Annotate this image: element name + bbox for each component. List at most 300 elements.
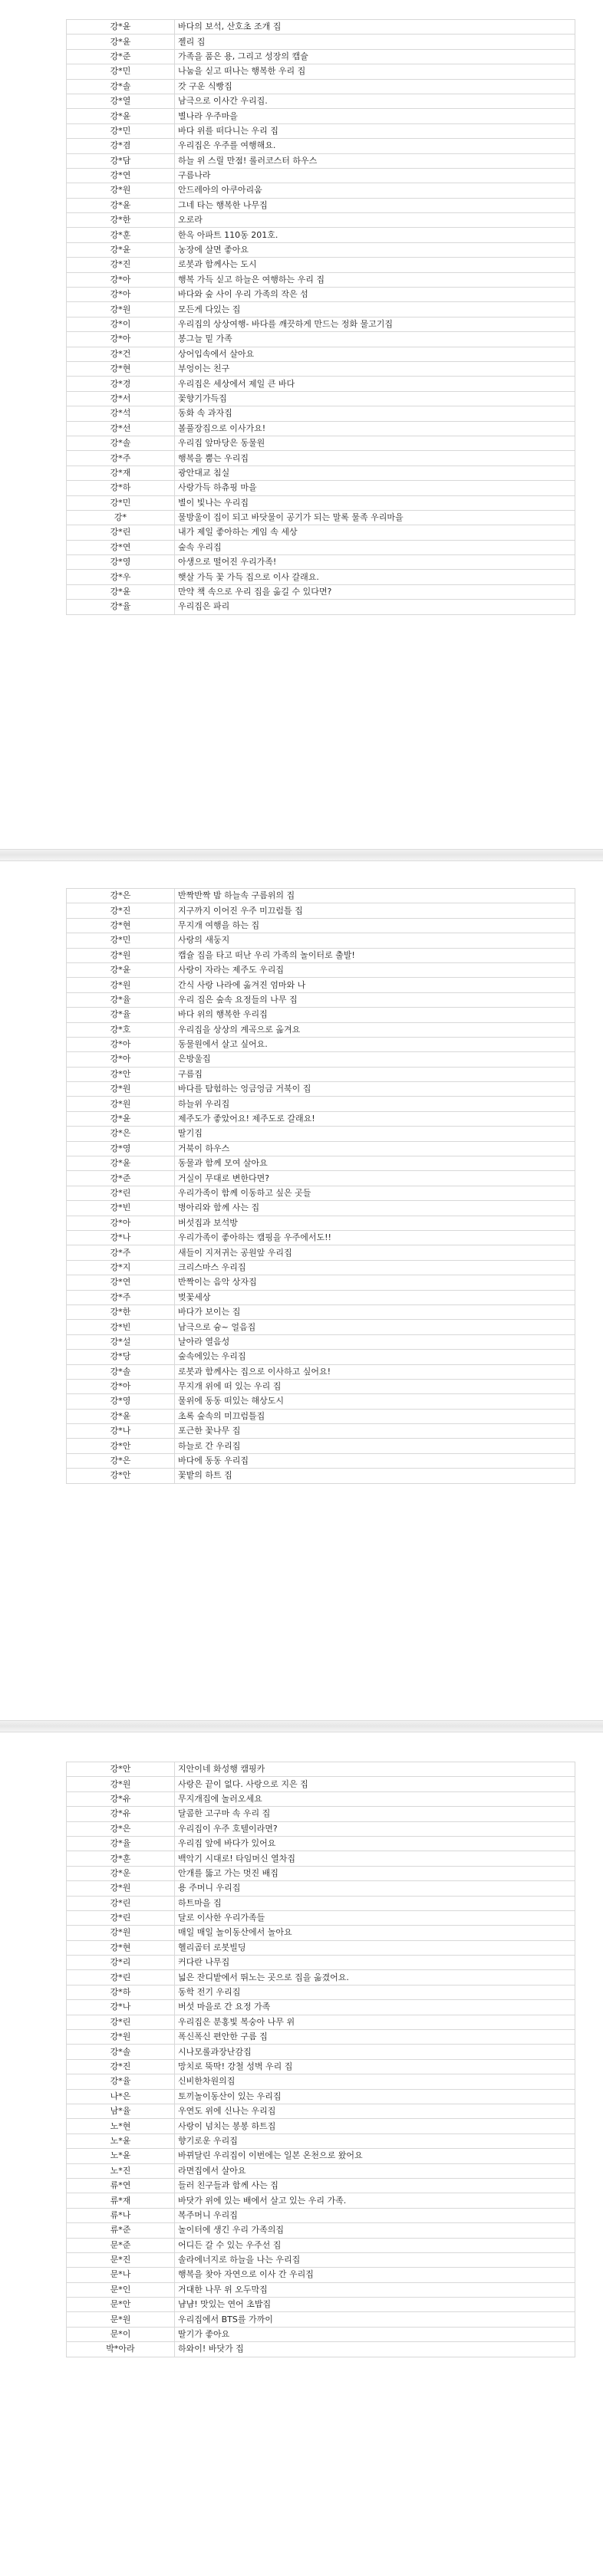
table-row xyxy=(67,288,575,302)
table-row xyxy=(67,1350,575,1364)
participant-name: 류*재 xyxy=(67,2193,175,2208)
entry-title: 딸기가 좋아요 xyxy=(175,2327,575,2341)
participant-name: 강*호 xyxy=(67,1022,175,1037)
table-row xyxy=(67,1866,575,1880)
entry-title: 별나라 우주마을 xyxy=(175,109,575,123)
participant-name: 강*민 xyxy=(67,495,175,510)
participant-name: 강*린 xyxy=(67,2015,175,2029)
participant-name: 강*나 xyxy=(67,2000,175,2015)
entry-title: 버섯 마을로 간 요정 가족 xyxy=(175,2000,575,2015)
entry-title: 반짝반짝 밤 하늘속 구름위의 집 xyxy=(175,889,575,903)
entry-title: 우리집이 우주 호텔이라면? xyxy=(175,1821,575,1836)
entry-title: 하늘위 우리집 xyxy=(175,1097,575,1111)
table-row xyxy=(67,962,575,977)
table-row xyxy=(67,377,575,391)
entry-title: 우리집은 분홍빛 복숭아 나무 위 xyxy=(175,2015,575,2029)
participant-name: 문*원 xyxy=(67,2312,175,2327)
table-row xyxy=(67,1111,575,1126)
table-row xyxy=(67,1926,575,1940)
table-row xyxy=(67,2327,575,2341)
entry-title: 폭신폭신 편안한 구름 집 xyxy=(175,2030,575,2045)
participant-name: 강*이 xyxy=(67,317,175,331)
table-row xyxy=(67,94,575,108)
table-row xyxy=(67,2015,575,2029)
table-row xyxy=(67,903,575,918)
entry-title: 물방울이 집이 되고 바닷물이 공기가 되는 말록 물족 우리마을 xyxy=(175,510,575,525)
entry-title: 우리집을 상상의 계곡으로 옮겨요 xyxy=(175,1022,575,1037)
participant-name: 강*린 xyxy=(67,525,175,540)
entry-title: 캡슐 집을 타고 떠난 우리 가족의 놀이터로 출발! xyxy=(175,948,575,962)
participant-name: 강*원 xyxy=(67,302,175,317)
entry-title: 제주도가 좋았어요! 제주도로 갈래요! xyxy=(175,1111,575,1126)
table-row xyxy=(67,1762,575,1777)
table-row xyxy=(67,1201,575,1216)
table-row xyxy=(67,540,575,554)
table-row xyxy=(67,2104,575,2118)
entry-title: 동물원에서 살고 싶어요. xyxy=(175,1037,575,1051)
participant-name: 강*건 xyxy=(67,347,175,361)
entry-title: 사랑이 넘치는 봉봉 하트집 xyxy=(175,2119,575,2134)
entry-title: 광안대교 침실 xyxy=(175,466,575,480)
entry-title: 만약 책 속으로 우리 집을 옮길 수 있다면? xyxy=(175,584,575,599)
table-row xyxy=(67,1171,575,1186)
table-row xyxy=(67,2134,575,2148)
participant-name: 강*준 xyxy=(67,1171,175,1186)
participant-name: 강*원 xyxy=(67,978,175,992)
participant-name: 강*겸 xyxy=(67,139,175,153)
table-row xyxy=(67,1940,575,1955)
table-row xyxy=(67,948,575,962)
participant-name: 강*하 xyxy=(67,481,175,495)
participant-name: 강*윤 xyxy=(67,242,175,257)
participant-name: 강*영 xyxy=(67,1141,175,1156)
entry-title: 날아라 열음성 xyxy=(175,1334,575,1349)
table-row xyxy=(67,2208,575,2222)
entry-title: 새들이 지저귀는 공원앞 우리집 xyxy=(175,1245,575,1260)
entry-title: 꽃향기가득집 xyxy=(175,391,575,406)
table-row xyxy=(67,64,575,79)
participant-name: 강*린 xyxy=(67,1970,175,1985)
participant-name: 강*은 xyxy=(67,1127,175,1141)
entry-title: 냠냠! 맛있는 연어 초밥집 xyxy=(175,2298,575,2312)
entry-title: 가족을 품은 용, 그리고 성장의 캡슐 xyxy=(175,49,575,64)
participant-name: 강*주 xyxy=(67,1245,175,1260)
entry-title: 부엉이는 친구 xyxy=(175,361,575,376)
table-row xyxy=(67,1777,575,1791)
table-row xyxy=(67,495,575,510)
table-row xyxy=(67,2119,575,2134)
table-row xyxy=(67,1851,575,1866)
participant-name: 강*현 xyxy=(67,918,175,933)
table-row xyxy=(67,1037,575,1051)
participant-name: 강*원 xyxy=(67,948,175,962)
table-row xyxy=(67,123,575,138)
entry-title: 구름나라 xyxy=(175,168,575,183)
entry-title: 크리스마스 우리집 xyxy=(175,1260,575,1275)
table-row xyxy=(67,2000,575,2015)
entry-title: 한옥 아파트 110동 201호. xyxy=(175,228,575,242)
table-row xyxy=(67,1097,575,1111)
entry-title: 복주머니 우리집 xyxy=(175,2208,575,2222)
entry-title: 동화 속 과자집 xyxy=(175,406,575,421)
table-row xyxy=(67,272,575,287)
entry-title: 병아리와 함께 사는 집 xyxy=(175,1201,575,1216)
table-row xyxy=(67,228,575,242)
participant-name: 강*우 xyxy=(67,570,175,584)
participant-name: 노*진 xyxy=(67,2163,175,2178)
table-row xyxy=(67,992,575,1007)
entry-title: 로봇과 함께사는 도시 xyxy=(175,258,575,272)
table-row xyxy=(67,1008,575,1022)
table-row xyxy=(67,1127,575,1141)
entry-title: 거북이 하우스 xyxy=(175,1141,575,1156)
entry-title: 내가 제일 좋아하는 게임 속 세상 xyxy=(175,525,575,540)
participant-name: 노*현 xyxy=(67,2119,175,2134)
entry-title: 꽃밭의 하트 집 xyxy=(175,1469,575,1483)
table-row xyxy=(67,1807,575,1821)
participant-name: 강*율 xyxy=(67,1836,175,1851)
entry-title: 어디든 갈 수 있는 우주선 집 xyxy=(175,2238,575,2252)
participant-name: 강*은 xyxy=(67,889,175,903)
participant-name: 나*은 xyxy=(67,2089,175,2104)
table-row xyxy=(67,2074,575,2089)
entry-title: 남극으로 이사간 우리집. xyxy=(175,94,575,108)
entry-title: 헬리곱터 로봇빌딩 xyxy=(175,1940,575,1955)
entry-title: 우리집은 파리 xyxy=(175,600,575,614)
participant-name: 박*아라 xyxy=(67,2342,175,2357)
participant-name: 강*영 xyxy=(67,555,175,570)
participant-name: 강*한 xyxy=(67,1304,175,1319)
entry-title: 라면집에서 살아요 xyxy=(175,2163,575,2178)
participant-name: 강*지 xyxy=(67,1260,175,1275)
participant-name: 강*한 xyxy=(67,213,175,228)
participant-name: 문*이 xyxy=(67,2327,175,2341)
table-row xyxy=(67,2193,575,2208)
participant-name: 강*열 xyxy=(67,94,175,108)
participant-name: 강*운 xyxy=(67,1866,175,1880)
participant-name: 강*윤 xyxy=(67,35,175,49)
participant-name: 강*윤 xyxy=(67,109,175,123)
participant-name: 강*은 xyxy=(67,1821,175,1836)
table-row xyxy=(67,1379,575,1393)
entry-title: 안개를 뚫고 가는 멋진 배집 xyxy=(175,1866,575,1880)
participant-name: 강*은 xyxy=(67,1453,175,1468)
participant-name: 강*원 xyxy=(67,1926,175,1940)
entry-title: 벚꽃세상 xyxy=(175,1290,575,1304)
table-row xyxy=(67,242,575,257)
entry-title: 햇살 가득 꽃 가득 집으로 이사 갈래요. xyxy=(175,570,575,584)
entry-title: 지구까지 이어진 우주 미끄럼틀 집 xyxy=(175,903,575,918)
table-row xyxy=(67,1910,575,1925)
participant-name: 강*린 xyxy=(67,1910,175,1925)
entry-title: 무지개집에 놀러오세요 xyxy=(175,1791,575,1806)
entry-title: 봉그늘 밑 가족 xyxy=(175,332,575,347)
table-row xyxy=(67,1985,575,1999)
table-row xyxy=(67,555,575,570)
participant-name: 강*현 xyxy=(67,1940,175,1955)
participant-name: 강*진 xyxy=(67,2059,175,2074)
entry-title: 신비한차원의집 xyxy=(175,2074,575,2089)
page-separator-2 xyxy=(0,1720,603,1732)
entry-title: 초록 숲속의 미끄럼틀집 xyxy=(175,1409,575,1423)
participant-name: 강*원 xyxy=(67,1097,175,1111)
participant-name: 강*율 xyxy=(67,992,175,1007)
table-row xyxy=(67,1881,575,1896)
table-row xyxy=(67,1791,575,1806)
table-row xyxy=(67,1156,575,1171)
participant-name: 강*나 xyxy=(67,1230,175,1245)
participant-name: 강*석 xyxy=(67,406,175,421)
entry-title: 들러 친구들과 함께 사는 집 xyxy=(175,2178,575,2193)
participant-name: 강*윤 xyxy=(67,20,175,35)
entry-title: 거대한 나무 위 오두막집 xyxy=(175,2282,575,2297)
participant-name: 류*준 xyxy=(67,2223,175,2238)
entry-title: 바다와 숲 사이 우리 가족의 작은 섬 xyxy=(175,288,575,302)
participant-name: 노*윤 xyxy=(67,2134,175,2148)
table-row xyxy=(67,1245,575,1260)
entry-title: 바뀌달린 우리집이 이번에는 일본 온천으로 왔어요 xyxy=(175,2149,575,2163)
table-row xyxy=(67,2149,575,2163)
participant-name: 강*현 xyxy=(67,361,175,376)
entry-title: 우리 집은 숲속 요정들의 나무 집 xyxy=(175,992,575,1007)
table-row xyxy=(67,317,575,331)
table-row xyxy=(67,421,575,436)
entry-title: 바닷가 위에 있는 배에서 살고 있는 우리 가족. xyxy=(175,2193,575,2208)
entry-title: 바다의 보석, 산호초 조개 집 xyxy=(175,20,575,35)
table-row xyxy=(67,570,575,584)
participant-name: 강*솔 xyxy=(67,2045,175,2059)
entry-title: 바다가 보이는 집 xyxy=(175,1304,575,1319)
entry-title: 하늘로 간 우리집 xyxy=(175,1439,575,1453)
entry-title: 남극으로 슝~ 얼음집 xyxy=(175,1320,575,1334)
entry-title: 우리집에서 BTS를 가까이 xyxy=(175,2312,575,2327)
table-row xyxy=(67,347,575,361)
table-row xyxy=(67,1290,575,1304)
participant-name: 강*율 xyxy=(67,2074,175,2089)
participant-name: 강*솔 xyxy=(67,1364,175,1379)
table-row xyxy=(67,1304,575,1319)
table-row xyxy=(67,451,575,466)
page-separator-1 xyxy=(0,849,603,861)
participant-name: 강*빈 xyxy=(67,1320,175,1334)
table-row xyxy=(67,584,575,599)
table-row xyxy=(67,2282,575,2297)
entry-title: 모든게 다있는 집 xyxy=(175,302,575,317)
entries-table-2 xyxy=(66,888,575,1484)
participant-name: 노*윤 xyxy=(67,2149,175,2163)
table-row xyxy=(67,1260,575,1275)
table-row xyxy=(67,391,575,406)
entry-title: 사랑이 자라는 제주도 우리집 xyxy=(175,962,575,977)
table-row xyxy=(67,933,575,948)
table-row xyxy=(67,2252,575,2267)
participant-name: 강*린 xyxy=(67,1186,175,1200)
participant-name: 강*유 xyxy=(67,1791,175,1806)
participant-name: 강*안 xyxy=(67,1439,175,1453)
table-row xyxy=(67,302,575,317)
entry-title: 동물과 함께 모여 살아요 xyxy=(175,1156,575,1171)
participant-name: 강* xyxy=(67,510,175,525)
entry-title: 로봇과 함께사는 집으로 이사하고 싶어요! xyxy=(175,1364,575,1379)
participant-name: 강*율 xyxy=(67,1008,175,1022)
participant-name: 강*원 xyxy=(67,1881,175,1896)
table-row xyxy=(67,2045,575,2059)
participant-name: 강*민 xyxy=(67,933,175,948)
table-row xyxy=(67,1275,575,1290)
table-row xyxy=(67,2268,575,2282)
table-row xyxy=(67,2223,575,2238)
participant-name: 강*빈 xyxy=(67,1201,175,1216)
sheet-2 xyxy=(66,888,575,1484)
table-row xyxy=(67,1956,575,1970)
participant-name: 강*주 xyxy=(67,1290,175,1304)
participant-name: 문*인 xyxy=(67,2282,175,2297)
table-row xyxy=(67,213,575,228)
entry-title: 버섯집과 보석방 xyxy=(175,1216,575,1230)
participant-name: 강*안 xyxy=(67,1469,175,1483)
entry-title: 행복을 찾아 자연으로 이사 간 우리집 xyxy=(175,2268,575,2282)
participant-name: 강*선 xyxy=(67,421,175,436)
table-row xyxy=(67,2059,575,2074)
participant-name: 강*아 xyxy=(67,1216,175,1230)
participant-name: 강*연 xyxy=(67,1275,175,1290)
participant-name: 강*솔 xyxy=(67,436,175,450)
table-row xyxy=(67,1409,575,1423)
participant-name: 문*준 xyxy=(67,2238,175,2252)
participant-name: 강*훈 xyxy=(67,228,175,242)
participant-name: 강*민 xyxy=(67,123,175,138)
entry-title: 볼풀장집으로 이사가요! xyxy=(175,421,575,436)
participant-name: 강*아 xyxy=(67,288,175,302)
entry-title: 시나모롤과장난감집 xyxy=(175,2045,575,2059)
participant-name: 강*진 xyxy=(67,258,175,272)
table-row xyxy=(67,1970,575,1985)
entry-title: 우리집 앞마당은 동물원 xyxy=(175,436,575,450)
entry-title: 하늘 위 스릴 만점! 롤러코스터 하우스 xyxy=(175,153,575,168)
entries-table-3 xyxy=(66,1762,575,2357)
entry-title: 달콤한 고구마 속 우리 집 xyxy=(175,1807,575,1821)
participant-name: 강*원 xyxy=(67,183,175,198)
table-row xyxy=(67,198,575,212)
entry-title: 행복을 뿜는 우리집 xyxy=(175,451,575,466)
participant-name: 강*윤 xyxy=(67,962,175,977)
entry-title: 젤리 집 xyxy=(175,35,575,49)
entry-title: 숲속에있는 우리집 xyxy=(175,1350,575,1364)
participant-name: 남*율 xyxy=(67,2104,175,2118)
participant-name: 강*윤 xyxy=(67,1409,175,1423)
table-row xyxy=(67,1141,575,1156)
table-row xyxy=(67,481,575,495)
entry-title: 나눔을 싣고 떠나는 행복한 우리 집 xyxy=(175,64,575,79)
participant-name: 강*아 xyxy=(67,1037,175,1051)
entry-title: 우리집의 상상여행- 바다를 깨끗하게 만드는 정화 물고기집 xyxy=(175,317,575,331)
entry-title: 바다 위를 떠다니는 우리 집 xyxy=(175,123,575,138)
entry-title: 지안이네 화성행 캠핑카 xyxy=(175,1762,575,1777)
participant-name: 강*아 xyxy=(67,1379,175,1393)
participant-name: 강*아 xyxy=(67,1052,175,1067)
entry-title: 토끼놀이동산이 있는 우리집 xyxy=(175,2089,575,2104)
table-row xyxy=(67,1394,575,1409)
participant-name: 강*나 xyxy=(67,1424,175,1439)
table-row xyxy=(67,2238,575,2252)
entry-title: 물위에 동동 떠있는 해상도시 xyxy=(175,1394,575,1409)
participant-name: 강*안 xyxy=(67,1762,175,1777)
entry-title: 사랑의 새둥지 xyxy=(175,933,575,948)
table-row xyxy=(67,2030,575,2045)
table-row xyxy=(67,332,575,347)
entry-title: 우리집은 세상에서 제일 큰 바다 xyxy=(175,377,575,391)
entry-title: 우리가족이 함께 이동하고 싶은 곳들 xyxy=(175,1186,575,1200)
table-row xyxy=(67,1469,575,1483)
table-row xyxy=(67,1320,575,1334)
participant-name: 강*원 xyxy=(67,1777,175,1791)
entry-title: 은방울집 xyxy=(175,1052,575,1067)
entry-title: 우연도 위에 신나는 우리집 xyxy=(175,2104,575,2118)
table-row xyxy=(67,2163,575,2178)
entry-title: 행복 가득 싣고 하늘은 여행하는 우리 집 xyxy=(175,272,575,287)
table-row xyxy=(67,109,575,123)
participant-name: 강*주 xyxy=(67,451,175,466)
table-row xyxy=(67,258,575,272)
participant-name: 강*원 xyxy=(67,2030,175,2045)
participant-name: 강*재 xyxy=(67,466,175,480)
participant-name: 강*설 xyxy=(67,1334,175,1349)
entry-title: 무지개 여행을 하는 집 xyxy=(175,918,575,933)
participant-name: 강*리 xyxy=(67,1956,175,1970)
participant-name: 문*안 xyxy=(67,2298,175,2312)
table-row xyxy=(67,918,575,933)
table-row xyxy=(67,525,575,540)
participant-name: 강*원 xyxy=(67,1082,175,1097)
entry-title: 사랑은 끝이 없다. 사랑으로 지은 집 xyxy=(175,1777,575,1791)
participant-name: 문*진 xyxy=(67,2252,175,2267)
participant-name: 문*나 xyxy=(67,2268,175,2282)
entry-title: 바다를 탐험하는 엉금엉금 거북이 집 xyxy=(175,1082,575,1097)
entry-title: 오로라 xyxy=(175,213,575,228)
table-row xyxy=(67,1424,575,1439)
participant-name: 강*윤 xyxy=(67,584,175,599)
entry-title: 아생으로 떨어진 우리가족! xyxy=(175,555,575,570)
table-row xyxy=(67,183,575,198)
entry-title: 넓은 잔디밭에서 뛰노는 곳으로 집을 옮겼어요. xyxy=(175,1970,575,1985)
participant-name: 강*당 xyxy=(67,1350,175,1364)
table-row xyxy=(67,1216,575,1230)
entry-title: 하트마을 집 xyxy=(175,1896,575,1910)
participant-name: 강*연 xyxy=(67,540,175,554)
participant-name: 강*아 xyxy=(67,332,175,347)
entry-title: 우리가족이 좋아하는 캠핑을 우주에서도!! xyxy=(175,1230,575,1245)
table-row xyxy=(67,978,575,992)
entry-title: 딸기집 xyxy=(175,1127,575,1141)
entry-title: 매일 매일 놀이동산에서 놀아요 xyxy=(175,1926,575,1940)
participant-name: 강*아 xyxy=(67,272,175,287)
participant-name: 강*윤 xyxy=(67,1111,175,1126)
entry-title: 구름집 xyxy=(175,1067,575,1081)
table-row xyxy=(67,466,575,480)
table-row xyxy=(67,2089,575,2104)
entry-title: 우리집 앞에 바다가 있어요 xyxy=(175,1836,575,1851)
participant-name: 강*린 xyxy=(67,1896,175,1910)
entry-title: 달로 이사한 우리가족들 xyxy=(175,1910,575,1925)
table-row xyxy=(67,406,575,421)
participant-name: 강*연 xyxy=(67,168,175,183)
entry-title: 거실이 무대로 변한다면? xyxy=(175,1171,575,1186)
participant-name: 강*율 xyxy=(67,600,175,614)
participant-name: 강*경 xyxy=(67,377,175,391)
entry-title: 커다란 나무집 xyxy=(175,1956,575,1970)
entry-title: 상어입속에서 살아요 xyxy=(175,347,575,361)
participant-name: 강*민 xyxy=(67,64,175,79)
